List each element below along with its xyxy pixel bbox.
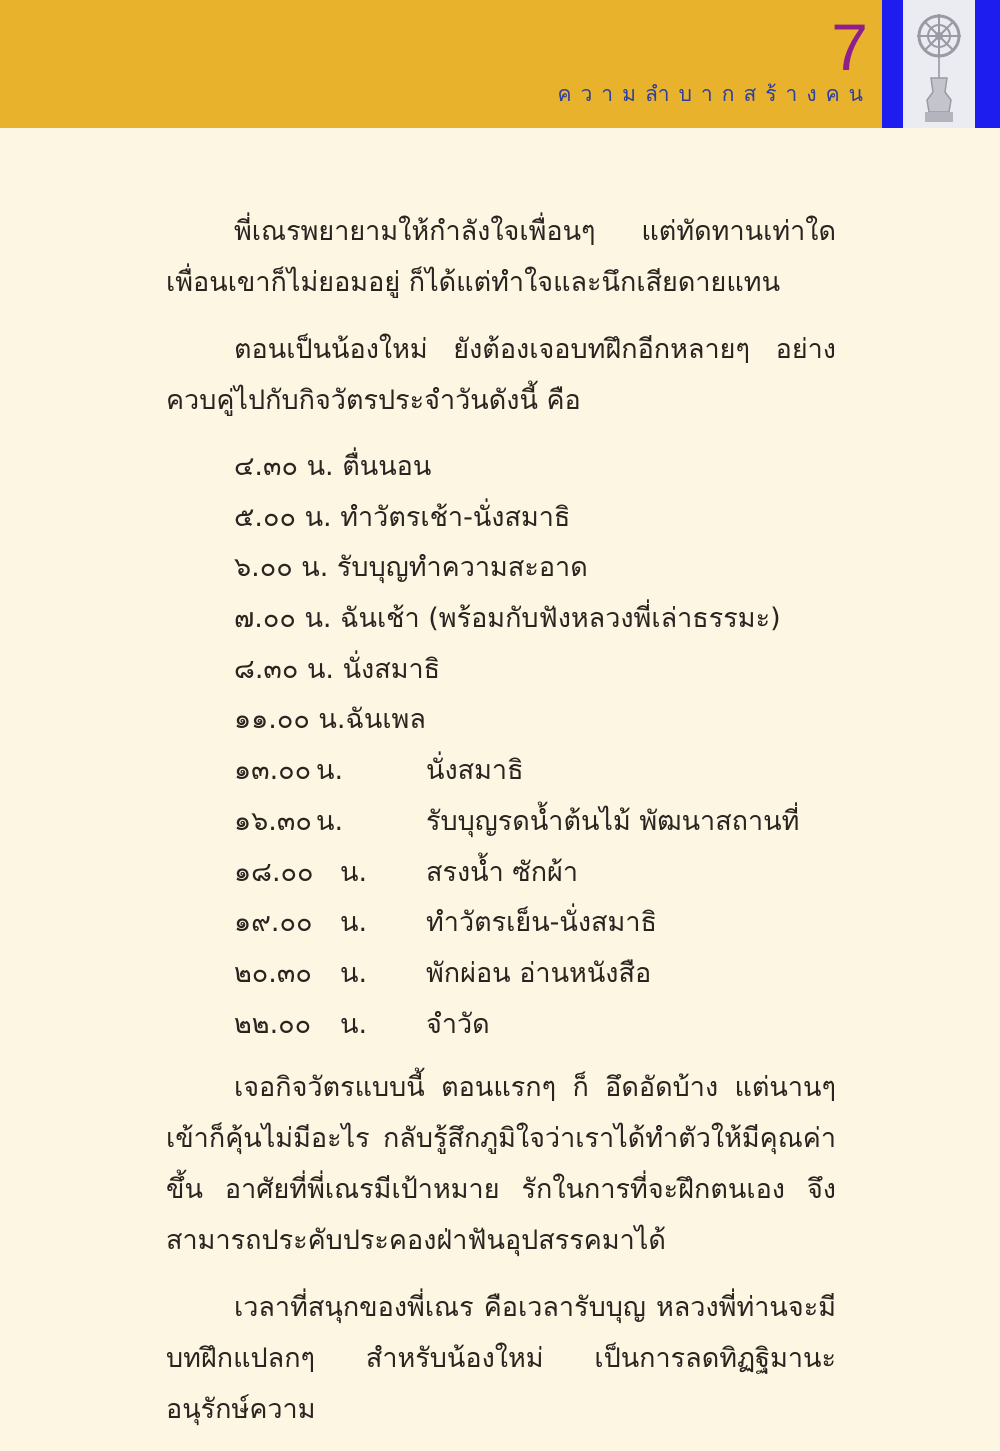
schedule-unit: น. [340,957,368,989]
paragraph-3 [166,1062,836,1266]
schedule-unit: น. [340,907,368,939]
schedule-time: ๑๙.๐๐ [234,907,313,939]
schedule-row [234,594,836,645]
schedule-time: ๗.๐๐ [234,603,296,635]
dharma-emblem-icon [903,0,975,128]
schedule-row [234,645,836,696]
schedule-row [234,746,836,797]
schedule-time: ๒๒.๐๐ [234,1008,312,1040]
schedule-row [234,543,836,594]
paragraph-1-text: พี่เณรพยายามให้กำลังใจเพื่อนๆ แต่ทัดทานเท่าใดเพื่อนเขาก็ไม่ยอมอยู่ ก็ได้แต่ทำใจและนึกเสียดายแทน [166,216,836,298]
schedule-time: ๕.๐๐ [234,501,296,533]
schedule-unit: น. [304,603,332,635]
schedule-activity: จำวัด [426,1008,490,1040]
schedule-activity: รับบุญรดน้ำต้นไม้ พัฒนาสถานที่ [426,805,800,837]
schedule-activity: ฉันเพล [345,704,426,736]
schedule-time: ๑๖.๓๐ [234,805,312,837]
schedule-activity: ทำวัตรเช้า-นั่งสมาธิ [340,501,571,533]
schedule-time: ๖.๐๐ [234,552,293,584]
page-number: 7 [831,10,868,84]
schedule-row [234,898,836,949]
schedule-activity: รับบุญทำความสะอาด [336,552,588,584]
paragraph-2 [166,324,836,426]
schedule-time: ๘.๓๐ [234,653,299,685]
schedule-unit: น. [306,653,334,685]
schedule-activity: สรงน้ำ ซักผ้า [426,856,579,888]
side-bar-left [882,0,903,128]
schedule-row [234,848,836,899]
paragraph-3-text: เจอกิจวัตรแบบนี้ ตอนแรกๆ ก็ อึดอัดบ้าง แต่นานๆ เข้าก็คุ้นไม่มีอะไร กลับรู้สึกภูมิใจว่าเราได้ทำตัวให้มีคุณค่าขึ้น อาศัยที่พี่เณรมีเป้าหมาย รักในการที่จะฝึกตนเอง จึงสามารถประคับประคองฝ่าฟันอุปสรรคมาได้ [166,1072,836,1257]
schedule-time: ๑๓.๐๐ [234,755,312,787]
schedule-unit: น. [304,501,332,533]
paragraph-1 [166,206,836,308]
schedule-unit: น. [340,1008,368,1040]
schedule-time: ๑๘.๐๐ [234,856,314,888]
schedule-unit: น. [306,451,334,482]
running-title: ความลำบากสร้างคน [557,82,872,106]
paragraph-4-text: เวลาที่สนุกของพี่เณร คือเวลารับบุญ หลวงพี่ท่านจะมีบทฝึกแปลกๆ สำหรับน้องใหม่ เป็นการลดทิฏฐิมานะ อนุรักษ์ความ [166,1292,836,1426]
daily-schedule [166,442,836,1050]
paragraph-4 [166,1282,836,1435]
schedule-activity: นั่งสมาธิ [342,653,441,685]
schedule-activity: ตื่นนอน [342,451,432,482]
schedule-activity: พักผ่อน อ่านหนังสือ [426,957,652,989]
schedule-unit: น. [316,805,344,837]
schedule-activity: ฉันเช้า (พร้อมกับฟังหลวงพี่เล่าธรรมะ) [340,603,781,635]
schedule-unit: น. [301,552,329,584]
schedule-unit: น. [318,704,346,736]
emblem-panel [903,0,975,128]
page-header [0,0,1000,128]
page-body [166,206,836,1451]
schedule-row [234,1000,836,1051]
schedule-unit: น. [340,856,368,888]
schedule-row [234,695,836,746]
schedule-activity: นั่งสมาธิ [426,755,524,787]
side-bar-right [975,0,1000,128]
schedule-row [234,493,836,544]
schedule-row [234,949,836,1000]
schedule-activity: ทำวัตรเย็น-นั่งสมาธิ [426,907,657,939]
schedule-time: ๑๑.๐๐ [234,704,310,736]
paragraph-2-text: ตอนเป็นน้องใหม่ ยังต้องเจอบทฝึกอีกหลายๆ อย่างควบคู่ไปกับกิจวัตรประจำวันดังนี้ คือ [166,334,836,416]
header-band [0,0,882,128]
schedule-row [234,442,836,493]
schedule-time: ๔.๓๐ [234,451,298,482]
schedule-unit: น. [316,755,344,787]
schedule-row [234,797,836,848]
schedule-time: ๒๐.๓๐ [234,957,312,989]
